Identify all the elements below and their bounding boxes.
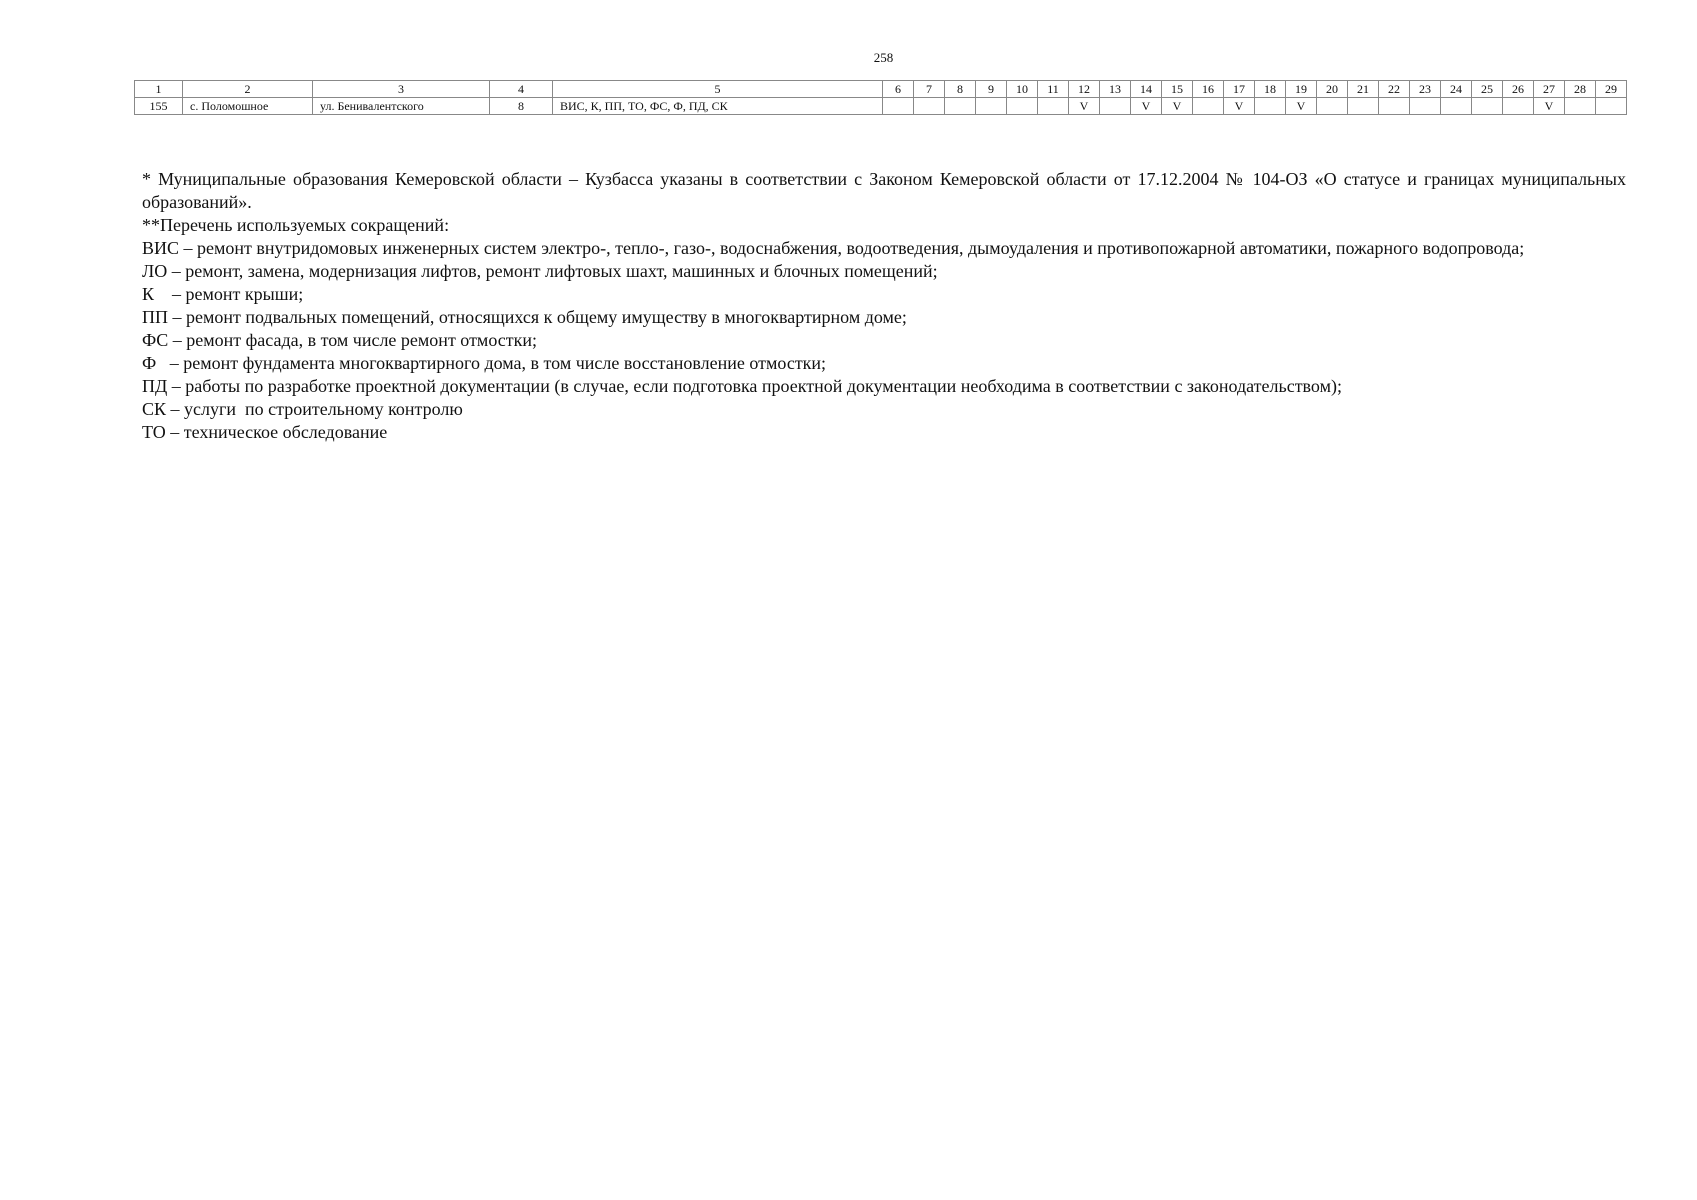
locality-cell: с. Поломошное: [183, 98, 313, 115]
header-cell: 22: [1379, 81, 1410, 98]
period-cell: V: [1224, 98, 1255, 115]
period-cell: V: [1286, 98, 1317, 115]
street-cell: ул. Бенивалентского: [313, 98, 490, 115]
period-cell: [1410, 98, 1441, 115]
header-cell: 23: [1410, 81, 1441, 98]
period-cell: [1565, 98, 1596, 115]
period-cell: [914, 98, 945, 115]
period-cell: [1379, 98, 1410, 115]
header-cell: 11: [1038, 81, 1069, 98]
abbreviations-heading: **Перечень используемых сокращений:: [142, 215, 450, 235]
abbreviation-item: ВИС – ремонт внутридомовых инженерных систем электро-, тепло-, газо-, водоснабжения, водоотведения, дымоудаления и противопожарной автоматики, пожарного водопровода;: [142, 238, 1525, 258]
abbreviation-item: СК – услуги по строительному контролю: [142, 399, 463, 419]
header-cell: 24: [1441, 81, 1472, 98]
period-cell: [1596, 98, 1627, 115]
table-row: [135, 98, 1627, 115]
period-cell: [1503, 98, 1534, 115]
page-number: 258: [873, 50, 894, 65]
period-cell: V: [1534, 98, 1565, 115]
abbreviation-item: ПП – ремонт подвальных помещений, относящихся к общему имуществу в многоквартирном доме;: [142, 307, 907, 327]
period-cell: [1472, 98, 1503, 115]
period-cell: [1038, 98, 1069, 115]
period-cell: [1007, 98, 1038, 115]
header-cell: 27: [1534, 81, 1565, 98]
period-cell: [1348, 98, 1379, 115]
header-cell: 25: [1472, 81, 1503, 98]
header-cell: 9: [976, 81, 1007, 98]
work-types-cell: ВИС, К, ПП, ТО, ФС, Ф, ПД, СК: [553, 98, 883, 115]
abbreviation-item: ТО – техническое обследование: [142, 422, 388, 442]
period-cell: [976, 98, 1007, 115]
header-cell: 16: [1193, 81, 1224, 98]
abbreviation-item: ПД – работы по разработке проектной документации (в случае, если подготовка проектной документации необходима в соответствии с законодательством);: [142, 376, 1342, 396]
abbreviation-item: К – ремонт крыши;: [142, 284, 304, 304]
header-cell: 3: [313, 81, 490, 98]
period-cell: V: [1069, 98, 1100, 115]
header-cell: 17: [1224, 81, 1255, 98]
period-cell: [1193, 98, 1224, 115]
header-cell: 8: [945, 81, 976, 98]
header-cell: 14: [1131, 81, 1162, 98]
header-cell: 2: [183, 81, 313, 98]
header-cell: 6: [883, 81, 914, 98]
header-cell: 5: [553, 81, 883, 98]
house-number-cell: 8: [490, 98, 553, 115]
header-cell: 10: [1007, 81, 1038, 98]
period-cell: [883, 98, 914, 115]
header-cell: 1: [135, 81, 183, 98]
header-cell: 20: [1317, 81, 1348, 98]
header-cell: 12: [1069, 81, 1100, 98]
period-cell: [1100, 98, 1131, 115]
header-cell: 4: [490, 81, 553, 98]
period-cell: [1441, 98, 1472, 115]
header-cell: 19: [1286, 81, 1317, 98]
header-cell: 28: [1565, 81, 1596, 98]
header-cell: 18: [1255, 81, 1286, 98]
period-cell: [1255, 98, 1286, 115]
row-number-cell: 155: [135, 98, 183, 115]
table-header-row: [135, 81, 1627, 98]
period-cell: V: [1162, 98, 1193, 115]
header-cell: 7: [914, 81, 945, 98]
period-cell: V: [1131, 98, 1162, 115]
header-cell: 21: [1348, 81, 1379, 98]
footnotes: [142, 168, 1626, 444]
header-cell: 29: [1596, 81, 1627, 98]
period-cell: [945, 98, 976, 115]
abbreviation-item: Ф – ремонт фундамента многоквартирного дома, в том числе восстановление отмостки;: [142, 353, 827, 373]
abbreviation-item: ФС – ремонт фасада, в том числе ремонт отмостки;: [142, 330, 538, 350]
period-cell: [1317, 98, 1348, 115]
abbreviation-item: ЛО – ремонт, замена, модернизация лифтов, ремонт лифтовых шахт, машинных и блочных помещений;: [142, 261, 938, 281]
repair-schedule-table: [134, 80, 1627, 115]
header-cell: 13: [1100, 81, 1131, 98]
municipal-footnote: * Муниципальные образования Кемеровской области – Кузбасса указаны в соответствии с Законом Кемеровской области от 17.12.2004 № 104-ОЗ «О статусе и границах муниципальных образований».: [142, 169, 1626, 212]
header-cell: 15: [1162, 81, 1193, 98]
header-cell: 26: [1503, 81, 1534, 98]
